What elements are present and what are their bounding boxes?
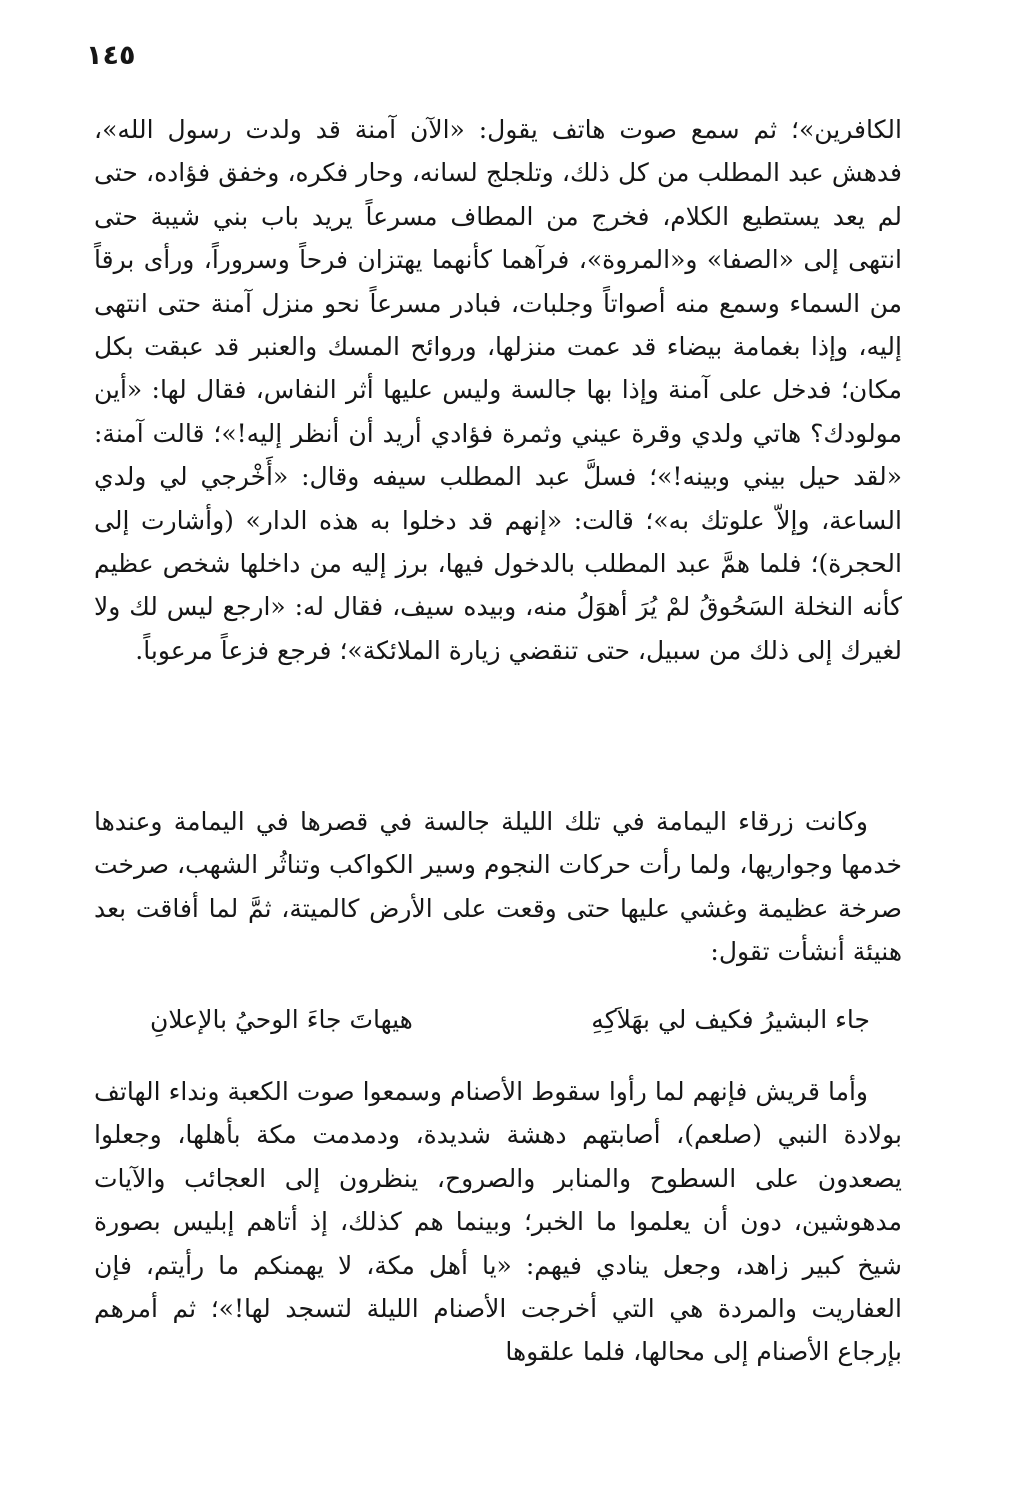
- paragraph-3-text: وأما قريش فإنهم لما رأوا سقوط الأصنام وسمعوا صوت الكعبة ونداء الهاتف بولادة النبي (صلعم)، أصابتهم دهشة شديدة، ودمدمت مكة بأهلها، وجعلوا يصعدون على السطوح والمنابر والصروح، ينظرون إلى العجائب والآيات مدهوشين، دون أن يعلموا ما الخبر؛ وبينما هم كذلك، إذ أتاهم إبليس بصورة شيخ كبير زاهد، وجعل ينادي فيهم: «يا أهل مكة، لا يهمنكم ما رأيتم، فإن العفاريت والمردة هي التي أخرجت الأصنام الليلة لتسجد لها!»؛ ثم أمرهم بإرجاع الأصنام إلى محالها، فلما علقوها: [94, 1077, 902, 1367]
- paragraph-2: [94, 800, 902, 974]
- verse-first-hemistich: جاء البشيرُ فكيف لي بهَلاَكِهِ: [591, 1005, 870, 1034]
- paragraph-2-text: وكانت زرقاء اليمامة في تلك الليلة جالسة في قصرها في اليمامة وعندها خدمها وجواريها، ولما رأت حركات النجوم وسير الكواكب وتناثُر الشهب، صرخت صرخة عظيمة وغشي عليها حتى وقعت على الأرض كالميتة، ثمَّ لما أفاقت بعد هنيئة أنشأت تقول:: [94, 807, 902, 967]
- paragraph-1: الكافرين»؛ ثم سمع صوت هاتف يقول: «الآن آمنة قد ولدت رسول الله»، فدهش عبد المطلب من كل ذلك، وتلجلج لسانه، وحار فكره، وخفق فؤاده، حتى لم يعد يستطيع الكلام، فخرج من المطاف مسرعاً يريد باب بني شيبة حتى انتهى إلى «الصفا» و«المروة»، فرآهما كأنهما يهتزان فرحاً وسروراً، ورأى برقاً من السماء وسمع منه أصواتاً وجلبات، فبادر مسرعاً نحو منزل آمنة حتى انتهى إليه، وإذا بغمامة بيضاء قد عمت منزلها، وروائح المسك والعنبر قد عبقت بكل مكان؛ فدخل على آمنة وإذا بها جالسة وليس عليها أثر النفاس، فقال لها: «أين مولودك؟ هاتي ولدي وقرة عيني وثمرة فؤادي أريد أن أنظر إليه!»؛ قالت آمنة: «لقد حيل بيني وبينه!»؛ فسلَّ عبد المطلب سيفه وقال: «أَخْرجي لي ولدي الساعة، وإلاّ علوتك به»؛ قالت: «إنهم قد دخلوا به هذه الدار» (وأشارت إلى الحجرة)؛ فلما همَّ عبد المطلب بالدخول فيها، برز إليه من داخلها شخص عظيم كأنه النخلة السَحُوقُ لمْ يُرَ أهوَلُ منه، وبيده سيف، فقال له: «ارجع ليس لك ولا لغيرك إلى ذلك من سبيل، حتى تنقضي زيارة الملائكة»؛ فرجع فزعاً مرعوباً.: [94, 115, 902, 665]
- poem-verse: [150, 998, 870, 1042]
- verse-second-hemistich: هيهاتَ جاءَ الوحيُ بالإعلانِ: [150, 1005, 413, 1034]
- paragraph-3: [94, 1070, 902, 1374]
- page-number: ١٤٥: [86, 40, 136, 71]
